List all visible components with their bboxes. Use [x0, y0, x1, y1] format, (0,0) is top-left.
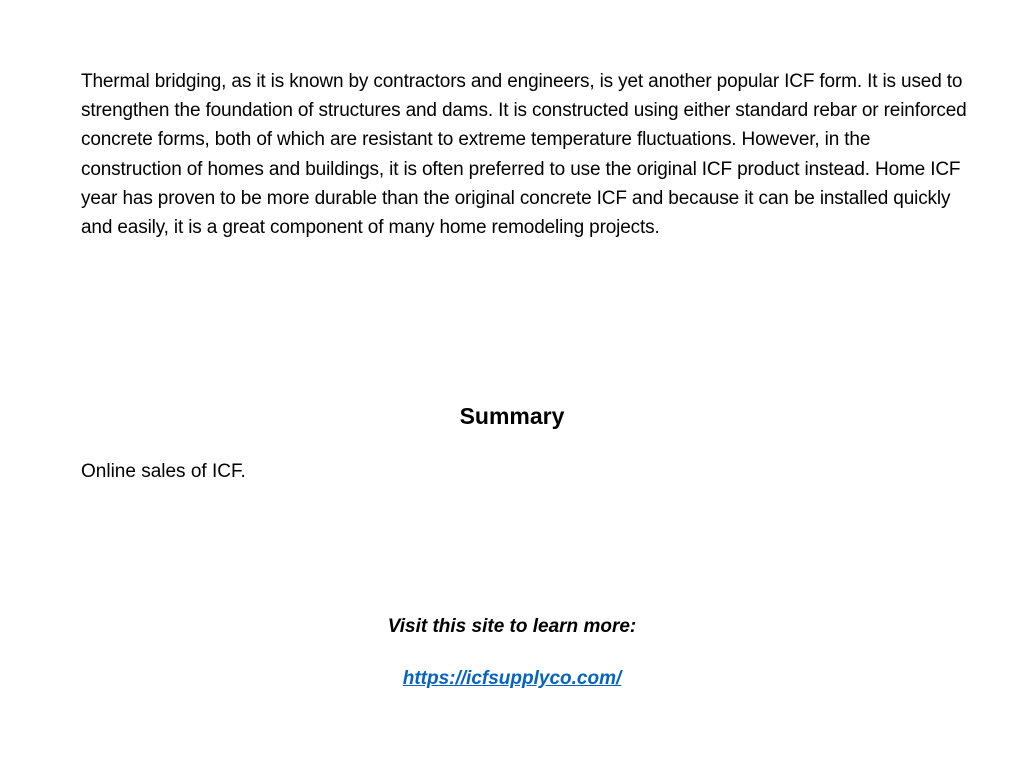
summary-text: Online sales of ICF.: [81, 461, 246, 482]
summary-heading: Summary: [459, 403, 565, 429]
body-paragraph: Thermal bridging, as it is known by contractors and engineers, is yet another popular ICF form. It is used to strengthen the foundation of structures and dams. It is constructed using either standard rebar or reinforced concrete forms, both of which are resistant to extreme temperature fluctuations. However, in the construction of homes and buildings, it is often preferred to use the original ICF product instead. Home ICF year has proven to be more durable than the original concrete ICF and because it can be installed quickly and easily, it is a great component of many home remodeling projects.: [81, 71, 967, 239]
website-link[interactable]: https://icfsupplyco.com/: [402, 668, 622, 689]
call-to-action-text: Visit this site to learn more:: [387, 616, 637, 637]
link-container: [0, 666, 1024, 692]
